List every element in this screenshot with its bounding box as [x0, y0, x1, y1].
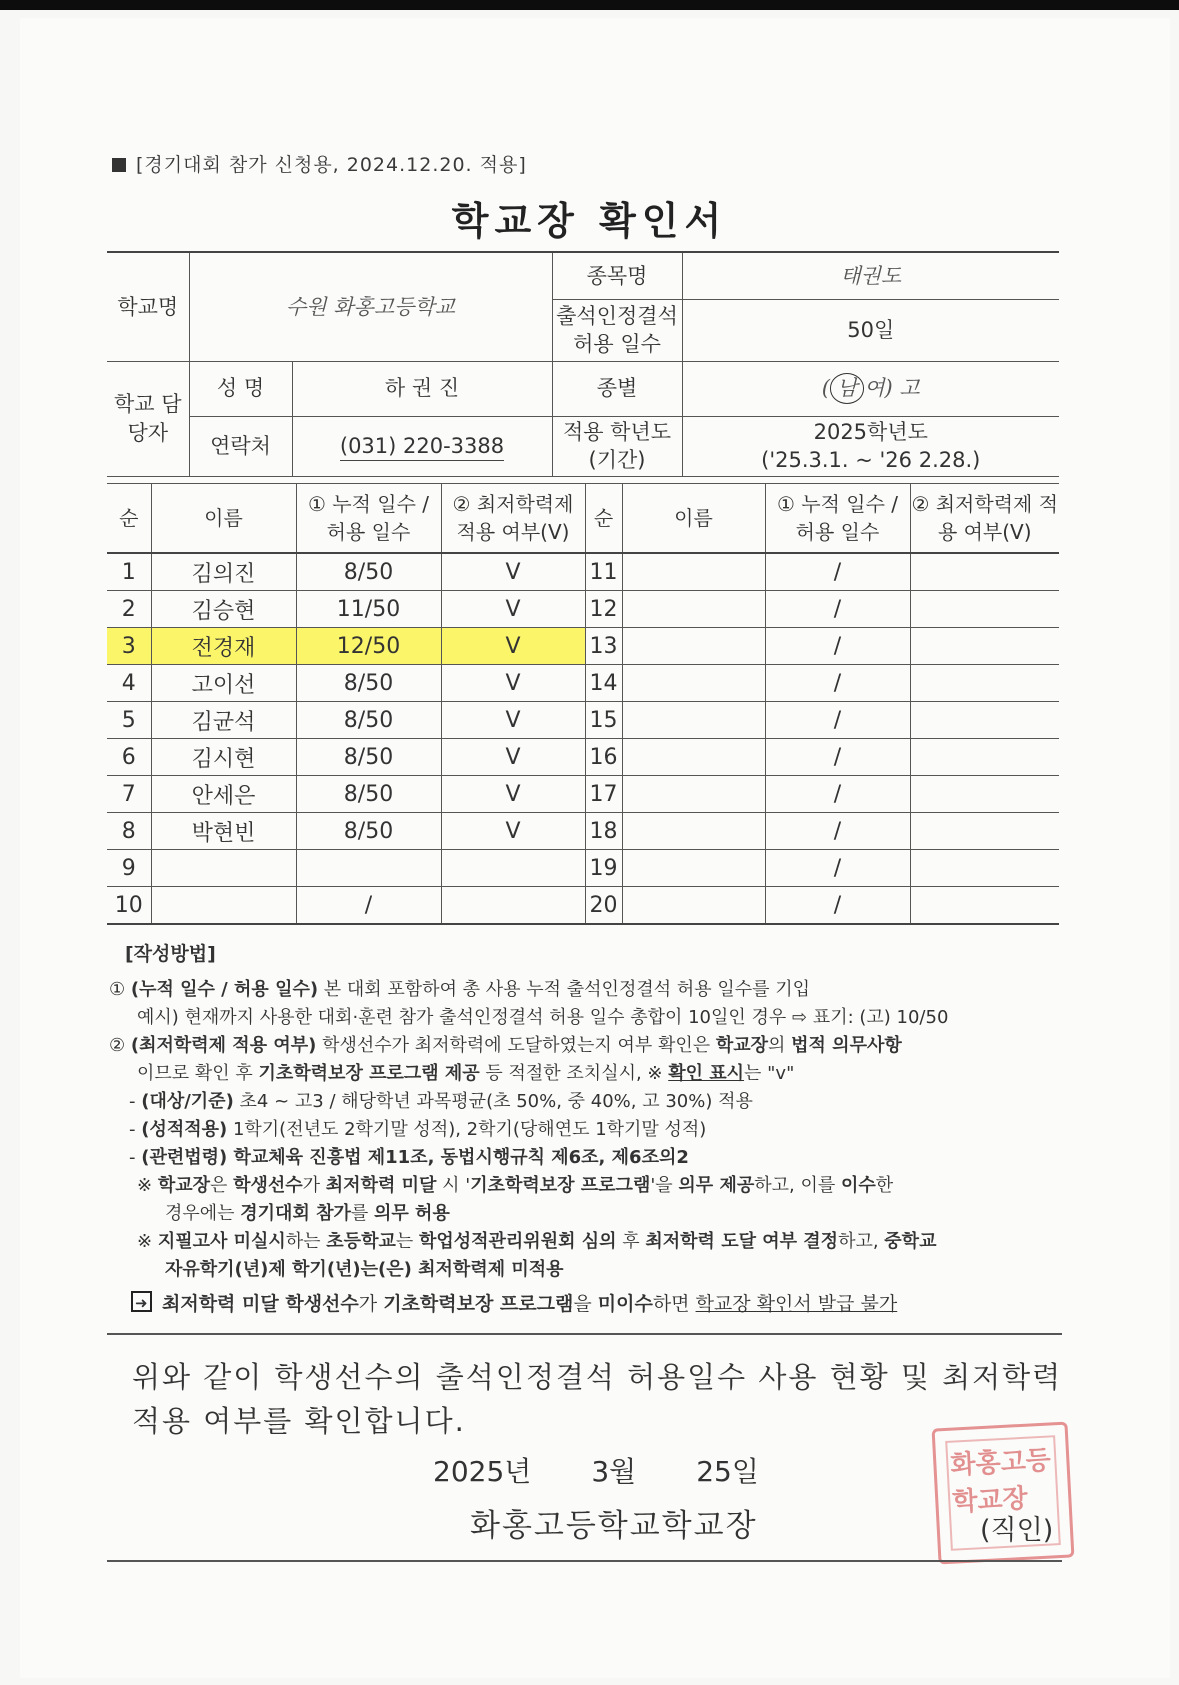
table-cell: / — [765, 702, 910, 739]
sport-value: 태권도 — [682, 252, 1059, 299]
table-cell: 20 — [585, 887, 622, 925]
instruction-line: - (관련법령) 학교체육 진흥법 제11조, 동법시행규칙 제6조, 제6조의2 — [129, 1147, 689, 1168]
instruction-line: 자유학기(년)제 학기(년)는(은) 최저학력제 미적용 — [165, 1259, 564, 1280]
page-title: 학교장 확인서 — [451, 199, 728, 243]
roster-header: 순 이름 ① 누적 일수 / 허용 일수 ② 최저학력제 적용 여부(V) 순 이름 ① 누적 일수 / 허용 일수 ② 최저학력제 적용 여부(V) — [107, 484, 1059, 554]
table-cell: 8/50 — [296, 702, 441, 739]
year-value: 2025학년도 ('25.3.1. ~ '26 2.28.) — [682, 416, 1059, 476]
table-cell: / — [765, 553, 910, 591]
table-cell: 고이선 — [151, 665, 296, 702]
table-cell: 7 — [107, 776, 151, 813]
table-cell — [910, 739, 1059, 776]
table-cell: / — [765, 628, 910, 665]
table-cell: V — [441, 776, 585, 813]
instruction-line: - (대상/기준) 초4 ~ 고3 / 해당학년 과목평균(초 50%, 중 40%, 고 30%) 적용 — [129, 1091, 753, 1112]
table-cell: 15 — [585, 702, 622, 739]
table-cell — [441, 850, 585, 887]
table-cell: 1 — [107, 553, 151, 591]
table-row — [107, 739, 1059, 776]
table-row — [107, 591, 1059, 628]
table-cell: V — [441, 665, 585, 702]
table-cell: 12/50 — [296, 628, 441, 665]
table-cell: 8/50 — [296, 739, 441, 776]
table-cell — [910, 665, 1059, 702]
table-cell: 8/50 — [296, 776, 441, 813]
table-cell — [910, 887, 1059, 925]
instruction-line: - (성적적용) 1학기(전년도 2학기말 성적), 2학기(당해연도 1학기말 성적) — [129, 1119, 707, 1140]
instructions-title: [작성방법] — [125, 943, 216, 965]
table-cell — [622, 887, 765, 925]
table-cell: 김시현 — [151, 739, 296, 776]
table-cell: / — [765, 813, 910, 850]
table-cell: 10 — [107, 887, 151, 925]
issue-date: 2025년 3월 25일 — [433, 1455, 759, 1488]
arrow-box-icon: ➜ — [131, 1291, 152, 1312]
table-cell: V — [441, 553, 585, 591]
table-row — [107, 813, 1059, 850]
table-cell — [622, 628, 765, 665]
table-cell: 전경재 — [151, 628, 296, 665]
table-cell: / — [765, 739, 910, 776]
table-row — [107, 553, 1059, 591]
table-cell — [622, 813, 765, 850]
table-cell: 8/50 — [296, 553, 441, 591]
bullet-square-icon — [112, 158, 126, 172]
table-cell: / — [765, 776, 910, 813]
table-cell — [296, 850, 441, 887]
table-cell: 박현빈 — [151, 813, 296, 850]
gender-value: ( 남 여) 고 — [682, 361, 1059, 416]
table-cell: 4 — [107, 665, 151, 702]
student-roster-table — [107, 483, 1059, 925]
table-cell: 5 — [107, 702, 151, 739]
table-cell: 6 — [107, 739, 151, 776]
gender-label: 종별 — [552, 361, 682, 416]
table-cell: 12 — [585, 591, 622, 628]
seal-text: 화홍고등학교장 — [949, 1445, 1052, 1518]
table-cell — [910, 850, 1059, 887]
table-row — [107, 665, 1059, 702]
table-cell: 김균석 — [151, 702, 296, 739]
table-cell — [910, 813, 1059, 850]
table-cell: V — [441, 702, 585, 739]
table-cell: 김승현 — [151, 591, 296, 628]
table-cell: 안세은 — [151, 776, 296, 813]
instruction-line: ※ 학교장은 학생선수가 최저학력 미달 시 '기초학력보장 프로그램'을 의무 제공하고, 이를 이수한 — [137, 1175, 894, 1196]
table-cell — [910, 628, 1059, 665]
instruction-line: 예시) 현재까지 사용한 대회·훈련 참가 출석인정결석 허용 일수 총합이 10일인 경우 ⇨ 표기: (고) 10/50 — [137, 1007, 949, 1028]
school-value: 수원 화홍고등학교 — [189, 252, 552, 361]
table-cell — [622, 591, 765, 628]
table-cell: 14 — [585, 665, 622, 702]
table-cell: 8/50 — [296, 813, 441, 850]
contact-phone-label: 연락처 — [189, 416, 292, 476]
table-cell: 김의진 — [151, 553, 296, 591]
contact-phone-value: (031) 220-3388 — [292, 416, 552, 476]
table-cell — [622, 665, 765, 702]
school-label: 학교명 — [107, 252, 189, 361]
table-cell: / — [296, 887, 441, 925]
table-cell: V — [441, 628, 585, 665]
table-row — [107, 776, 1059, 813]
instruction-line: ① (누적 일수 / 허용 일수) 본 대회 포함하여 총 사용 누적 출석인정결석 허용 일수를 기입 — [109, 979, 810, 1000]
info-table — [107, 251, 1059, 477]
table-cell: V — [441, 813, 585, 850]
table-cell — [622, 739, 765, 776]
table-cell: 11 — [585, 553, 622, 591]
principal-signature: 화홍고등학교학교장 — [470, 1508, 758, 1544]
divider — [107, 1560, 1062, 1562]
table-cell: 3 — [107, 628, 151, 665]
gender-circled: 남 — [830, 373, 864, 403]
table-cell: 18 — [585, 813, 622, 850]
contact-name-label: 성 명 — [189, 361, 292, 416]
contact-label: 학교 담당자 — [107, 361, 189, 476]
form-usage-note: [경기대회 참가 신청용, 2024.12.20. 적용] — [112, 150, 527, 177]
divider — [107, 1333, 1062, 1335]
year-label: 적용 학년도 (기간) — [552, 416, 682, 476]
table-row — [107, 887, 1059, 925]
table-row — [107, 628, 1059, 665]
table-cell: 8/50 — [296, 665, 441, 702]
table-cell — [151, 850, 296, 887]
instruction-line: 경우에는 경기대회 참가를 의무 허용 — [165, 1203, 450, 1224]
table-cell: 13 — [585, 628, 622, 665]
table-cell — [151, 887, 296, 925]
table-cell: / — [765, 591, 910, 628]
table-cell: 17 — [585, 776, 622, 813]
table-cell — [910, 591, 1059, 628]
table-cell: 2 — [107, 591, 151, 628]
table-cell: / — [765, 887, 910, 925]
table-row — [107, 702, 1059, 739]
table-cell: 11/50 — [296, 591, 441, 628]
table-cell — [441, 887, 585, 925]
allowed-days-value: 50일 — [682, 299, 1059, 361]
table-cell: / — [765, 850, 910, 887]
instruction-line: ② (최저학력제 적용 여부) 학생선수가 최저학력에 도달하였는지 여부 확인은 학교장의 법적 의무사항 — [109, 1035, 902, 1056]
table-cell: 9 — [107, 850, 151, 887]
table-cell: / — [765, 665, 910, 702]
instruction-warning: ➜ 최저학력 미달 학생선수가 기초학력보장 프로그램을 미이수하면 학교장 확인서 발급 불가 — [131, 1290, 897, 1318]
instruction-line: ※ 지필고사 미실시하는 초등학교는 학업성적관리위원회 심의 후 최저학력 도달 여부 결정하고, 중학교 — [137, 1231, 937, 1252]
table-cell — [622, 850, 765, 887]
table-cell: V — [441, 739, 585, 776]
table-cell: 19 — [585, 850, 622, 887]
confirmation-text: 위와 같이 학생선수의 출석인정결석 허용일수 사용 현황 및 최저학력 적용 여부를 확인합니다. — [132, 1360, 1063, 1438]
instruction-line: 이므로 확인 후 기초학력보장 프로그램 제공 등 적절한 조치실시, ※ 확인 표시는 "v" — [137, 1063, 795, 1084]
table-row — [107, 850, 1059, 887]
top-border — [0, 0, 1179, 10]
table-cell: V — [441, 591, 585, 628]
allowed-days-label: 출석인정결석 허용 일수 — [552, 299, 682, 361]
contact-name-value: 하 권 진 — [292, 361, 552, 416]
table-cell — [622, 553, 765, 591]
table-cell: 16 — [585, 739, 622, 776]
table-cell — [622, 702, 765, 739]
table-cell — [910, 776, 1059, 813]
seal-label: (직인) — [980, 1515, 1054, 1546]
table-cell — [910, 702, 1059, 739]
table-cell — [622, 776, 765, 813]
table-cell: 8 — [107, 813, 151, 850]
table-cell — [910, 553, 1059, 591]
sport-label: 종목명 — [552, 252, 682, 299]
